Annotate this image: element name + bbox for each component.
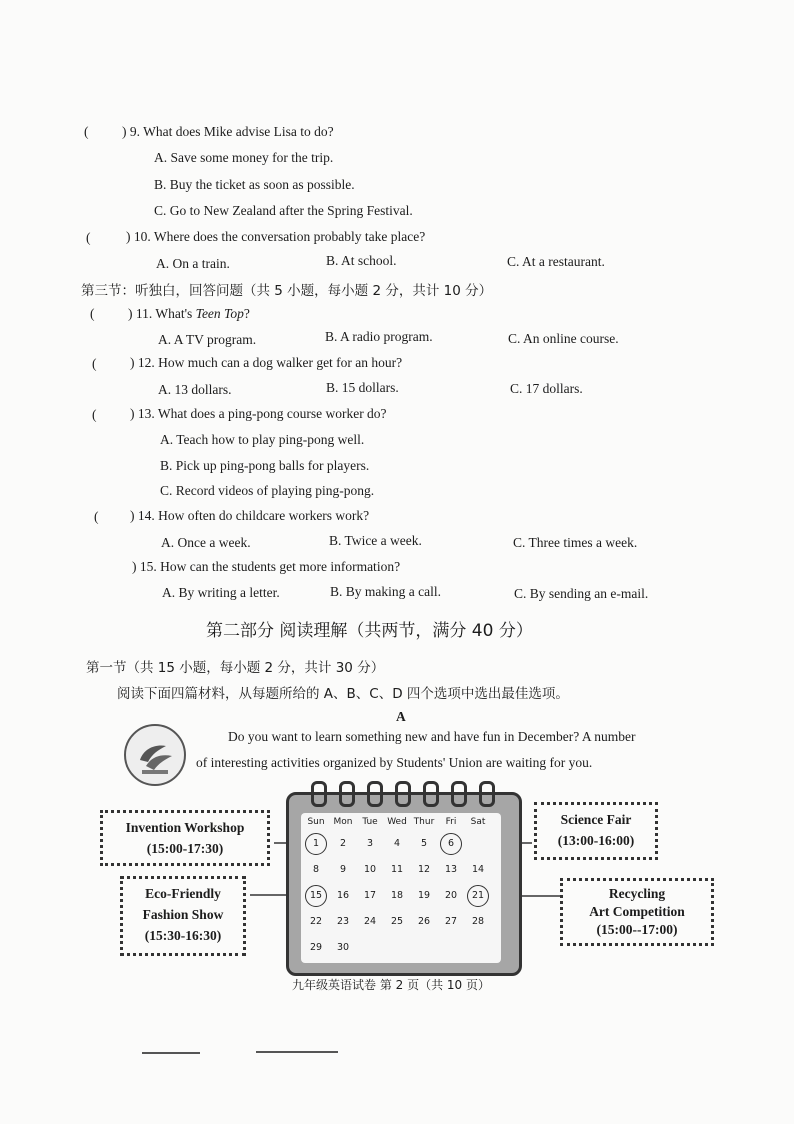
weekday-label: Sun [307,817,325,827]
weekday-label: Thur [413,817,435,827]
calendar-date: 16 [336,890,350,901]
passage-line-1: Do you want to learn something new and have fun in December? A number [228,729,636,744]
option-9c: C. Go to New Zealand after the Spring Festival. [154,203,413,218]
calendar-date: 26 [417,916,431,927]
question-11: ) 11. What's Teen Top? [128,306,250,321]
question-9: ) 9. What does Mike advise Lisa to do? [122,124,334,139]
calendar-date: 22 [309,916,323,927]
passage-line-2: of interesting activities organized by Students' Union are waiting for you. [196,755,593,770]
circled-date: 1 [305,833,327,855]
calendar-date: 13 [444,864,458,875]
binder-ring-icon [451,781,467,807]
weekday-label: Fri [445,817,457,827]
option-14c: C. Three times a week. [513,535,638,550]
option-15b: B. By making a call. [330,584,441,599]
circled-date: 21 [467,885,489,907]
students-union-logo [124,724,186,786]
calendar-date: 10 [363,864,377,875]
option-10a: A. On a train. [156,256,230,271]
binder-ring-icon [367,781,383,807]
calendar-date: 8 [312,864,320,875]
scan-line [142,1052,200,1054]
answer-blank[interactable]: ( [92,407,97,422]
circled-date: 15 [305,885,327,907]
option-11a: A. A TV program. [158,332,257,347]
answer-blank[interactable]: ( [90,306,95,321]
calendar-date: 12 [417,864,431,875]
scan-line [256,1051,338,1053]
calendar-date: 14 [471,864,485,875]
option-12a: A. 13 dollars. [158,382,232,397]
option-11c: C. An online course. [508,331,619,346]
binder-ring-icon [423,781,439,807]
weekday-label: Wed [387,817,407,827]
event-time: (13:00-16:00) [557,833,635,848]
calendar-date: 30 [336,942,350,953]
invention-workshop-box [100,810,270,866]
calendar-date: 11 [390,864,404,875]
calendar-date: 5 [420,838,428,849]
event-name: Invention Workshop [125,820,245,835]
science-fair-box [534,802,658,860]
question-15: ) 15. How can the students get more information? [132,559,401,574]
answer-blank[interactable]: ( [94,509,99,524]
calendar-date: 3 [366,838,374,849]
answer-blank[interactable]: ( [84,124,89,139]
calendar-date: 27 [444,916,458,927]
option-15c: C. By sending an e-mail. [514,586,649,601]
calendar-date: 4 [393,838,401,849]
option-9a: A. Save some money for the trip. [154,150,334,165]
weekday-label: Tue [362,817,378,827]
option-12b: B. 15 dollars. [326,380,399,395]
calendar-date: 28 [471,916,485,927]
binder-ring-icon [311,781,327,807]
part2-instruction: 阅读下面四篇材料，从每题所给的 A、B、C、D 四个选项中选出最佳选项。 [117,686,569,702]
binder-ring-icon [339,781,355,807]
option-11b: B. A radio program. [325,329,433,344]
calendar-date: 18 [390,890,404,901]
calendar-date: 9 [339,864,347,875]
december-calendar [286,792,522,976]
circled-date: 6 [440,833,462,855]
question-12: ) 12. How much can a dog walker get for an hour? [130,355,403,370]
event-name-line2: Art Competition [589,904,685,919]
passage-label: A [396,709,406,724]
part2-section1: 第一节（共 15 小题，每小题 2 分，共计 30 分） [86,660,385,676]
option-9b: B. Buy the ticket as soon as possible. [154,177,355,192]
calendar-grid [301,813,501,963]
option-13b: B. Pick up ping-pong balls for players. [160,458,370,473]
calendar-date: 24 [363,916,377,927]
question-13: ) 13. What does a ping-pong course worker do? [130,406,387,421]
option-12c: C. 17 dollars. [510,381,583,396]
option-14a: A. Once a week. [161,535,251,550]
event-time: (15:30-16:30) [144,928,222,943]
calendar-date: 17 [363,890,377,901]
eco-fashion-show-box [120,876,246,956]
option-13a: A. Teach how to play ping-pong well. [160,432,365,447]
event-time: (15:00-17:30) [146,841,224,856]
option-14b: B. Twice a week. [329,533,422,548]
calendar-date: 25 [390,916,404,927]
page-footer: 九年级英语试卷 第 2 页（共 10 页） [292,978,490,992]
weekday-label: Mon [333,817,353,827]
answer-blank[interactable]: ( [86,230,91,245]
logo-emblem-icon [126,726,184,784]
calendar-date: 2 [339,838,347,849]
event-name-line1: Recycling [608,886,666,901]
binder-ring-icon [479,781,495,807]
part2-title: 第二部分 阅读理解（共两节，满分 40 分） [206,621,533,641]
calendar-date: 20 [444,890,458,901]
question-10: ) 10. Where does the conversation probably take place? [126,229,426,244]
calendar-date: 19 [417,890,431,901]
calendar-date: 23 [336,916,350,927]
option-10c: C. At a restaurant. [507,254,605,269]
binder-ring-icon [395,781,411,807]
option-13c: C. Record videos of playing ping-pong. [160,483,375,498]
weekday-label: Sat [470,817,486,827]
recycling-art-box [560,878,714,946]
calendar-date: 29 [309,942,323,953]
event-name: Science Fair [560,812,632,827]
event-time: (15:00--17:00) [596,922,678,937]
event-name-line1: Eco-Friendly [145,886,221,901]
answer-blank[interactable]: ( [92,356,97,371]
option-10b: B. At school. [326,253,397,268]
section3-header: 第三节：听独白，回答问题（共 5 小题，每小题 2 分，共计 10 分） [81,283,493,299]
event-name-line2: Fashion Show [142,907,224,922]
question-14: ) 14. How often do childcare workers work? [130,508,370,523]
option-15a: A. By writing a letter. [162,585,280,600]
